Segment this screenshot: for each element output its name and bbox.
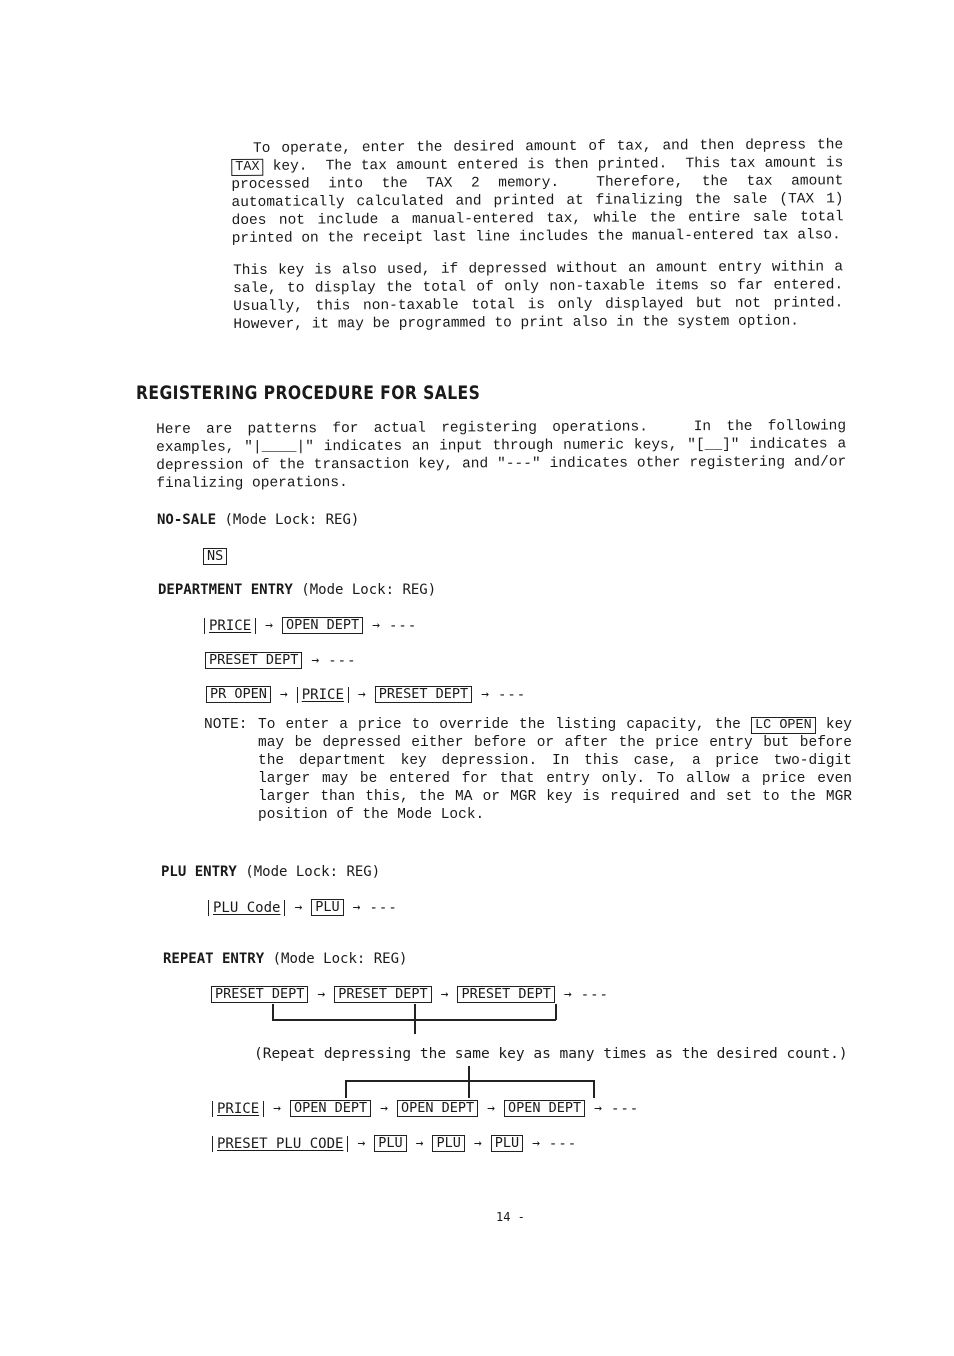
- arrow-icon: →: [372, 618, 380, 633]
- plu-code-entry: PLU Code: [208, 900, 285, 916]
- open-dept-key: OPEN DEPT: [504, 1100, 585, 1117]
- intro-paragraph-1: To operate, enter the desired amount of tax, and then depress the TAX key. The tax amount entered is then printed. This tax amount is processed into the TAX 2 memory. Therefore, the tax amount automatically calculated and printed at finalizing the sale (TAX 1) does not include a manual-entered tax, while the entire sale total printed on the receipt last line includes the manual-entered tax also.: [231, 137, 853, 247]
- tax-key: TAX: [231, 159, 263, 176]
- repeat-label: REPEAT ENTRY (Mode Lock: REG): [163, 951, 408, 967]
- bracket-line: [593, 1080, 595, 1098]
- repeat-sequence-2: [212, 1100, 639, 1117]
- price-entry: PRICE: [212, 1101, 264, 1117]
- plu-label: PLU ENTRY (Mode Lock: REG): [161, 864, 381, 880]
- intro-paragraph-2: This key is also used, if depressed without an amount entry within a sale, to display the total of only non-taxable items so far entered. Usually, this non-taxable total is only displayed but not printed. However, it may be programmed to print also in the system option.: [233, 259, 861, 333]
- arrow-icon: →: [380, 1101, 388, 1116]
- note-tag: NOTE:: [204, 717, 248, 733]
- preset-dept-key: PRESET DEPT: [334, 986, 431, 1003]
- dept-sequence-2: [205, 652, 357, 669]
- plu-key: PLU: [432, 1135, 464, 1152]
- other-ops-dash: ---: [369, 899, 398, 916]
- arrow-icon: →: [357, 1136, 366, 1151]
- plu-key: PLU: [311, 899, 343, 916]
- note-block: NOTE: To enter a price to override the listing capacity, the LC OPEN key may be depressed either before or after the price entry but before the department key depression. In this case, a price two-digit larger may be entered for that entry only. To allow a price even larger than this, the MA or MGR key is required and set to the MGR position of the Mode Lock.: [204, 717, 853, 823]
- preset-dept-key: PRESET DEPT: [375, 686, 472, 703]
- arrow-icon: →: [273, 1101, 281, 1116]
- arrow-icon: →: [294, 900, 303, 915]
- arrow-icon: →: [481, 687, 489, 702]
- open-dept-key: OPEN DEPT: [397, 1100, 478, 1117]
- section-heading: REGISTERING PROCEDURE FOR SALES: [136, 382, 481, 404]
- bracket-line: [555, 1004, 557, 1020]
- dept-label: DEPARTMENT ENTRY (Mode Lock: REG): [158, 582, 437, 598]
- plu-key: PLU: [491, 1135, 523, 1152]
- arrow-icon: →: [352, 900, 361, 915]
- arrow-icon: →: [265, 618, 273, 633]
- other-ops-dash: ---: [580, 986, 609, 1003]
- bracket-line: [345, 1080, 594, 1082]
- pr-open-key: PR OPEN: [206, 686, 271, 703]
- arrow-icon: →: [317, 987, 326, 1002]
- page-number: 14 -: [496, 1210, 525, 1224]
- arrow-icon: →: [311, 653, 320, 668]
- dept-sequence-1: [204, 617, 417, 634]
- ns-key: NS: [203, 548, 227, 565]
- plu-sequence: [208, 899, 398, 916]
- arrow-icon: →: [440, 987, 449, 1002]
- arrow-icon: →: [279, 687, 288, 702]
- bracket-line: [414, 1004, 416, 1034]
- price-entry: PRICE: [204, 618, 256, 634]
- plu-key: PLU: [374, 1135, 406, 1152]
- other-ops-dash: ---: [497, 686, 527, 703]
- bracket-line: [468, 1066, 470, 1098]
- lc-open-key: LC OPEN: [751, 717, 816, 734]
- arrow-icon: →: [415, 1136, 424, 1151]
- preset-plu-code-entry: PRESET PLU CODE: [212, 1136, 348, 1152]
- price-entry: PRICE: [297, 687, 349, 703]
- nosale-label: NO-SALE (Mode Lock: REG): [157, 512, 360, 528]
- preset-dept-key: PRESET DEPT: [457, 986, 554, 1003]
- nosale-sequence: [203, 548, 227, 565]
- section-intro: Here are patterns for actual registering operations. In the following examples, "|____|" indicates an input through numeric keys, "[__]" indicates a depression of the transaction key, and "---" indicates other registering and/or finalizing operations.: [156, 418, 855, 492]
- open-dept-key: OPEN DEPT: [282, 617, 363, 634]
- arrow-icon: →: [357, 687, 366, 702]
- arrow-icon: →: [594, 1101, 602, 1116]
- bracket-line: [272, 1004, 274, 1020]
- other-ops-dash: ---: [388, 617, 418, 634]
- repeat-sequence-3: [212, 1135, 577, 1152]
- arrow-icon: →: [473, 1136, 482, 1151]
- arrow-icon: →: [532, 1136, 540, 1151]
- other-ops-dash: ---: [328, 652, 357, 669]
- bracket-line: [345, 1080, 347, 1098]
- arrow-icon: →: [563, 987, 572, 1002]
- other-ops-dash: ---: [548, 1135, 578, 1152]
- preset-dept-key: PRESET DEPT: [205, 652, 302, 669]
- other-ops-dash: ---: [610, 1100, 640, 1117]
- preset-dept-key: PRESET DEPT: [211, 986, 308, 1003]
- dept-sequence-3: [206, 686, 526, 703]
- repeat-sequence-1: [211, 986, 609, 1003]
- repeat-caption: (Repeat depressing the same key as many times as the desired count.): [254, 1046, 848, 1062]
- arrow-icon: →: [487, 1101, 495, 1116]
- open-dept-key: OPEN DEPT: [290, 1100, 371, 1117]
